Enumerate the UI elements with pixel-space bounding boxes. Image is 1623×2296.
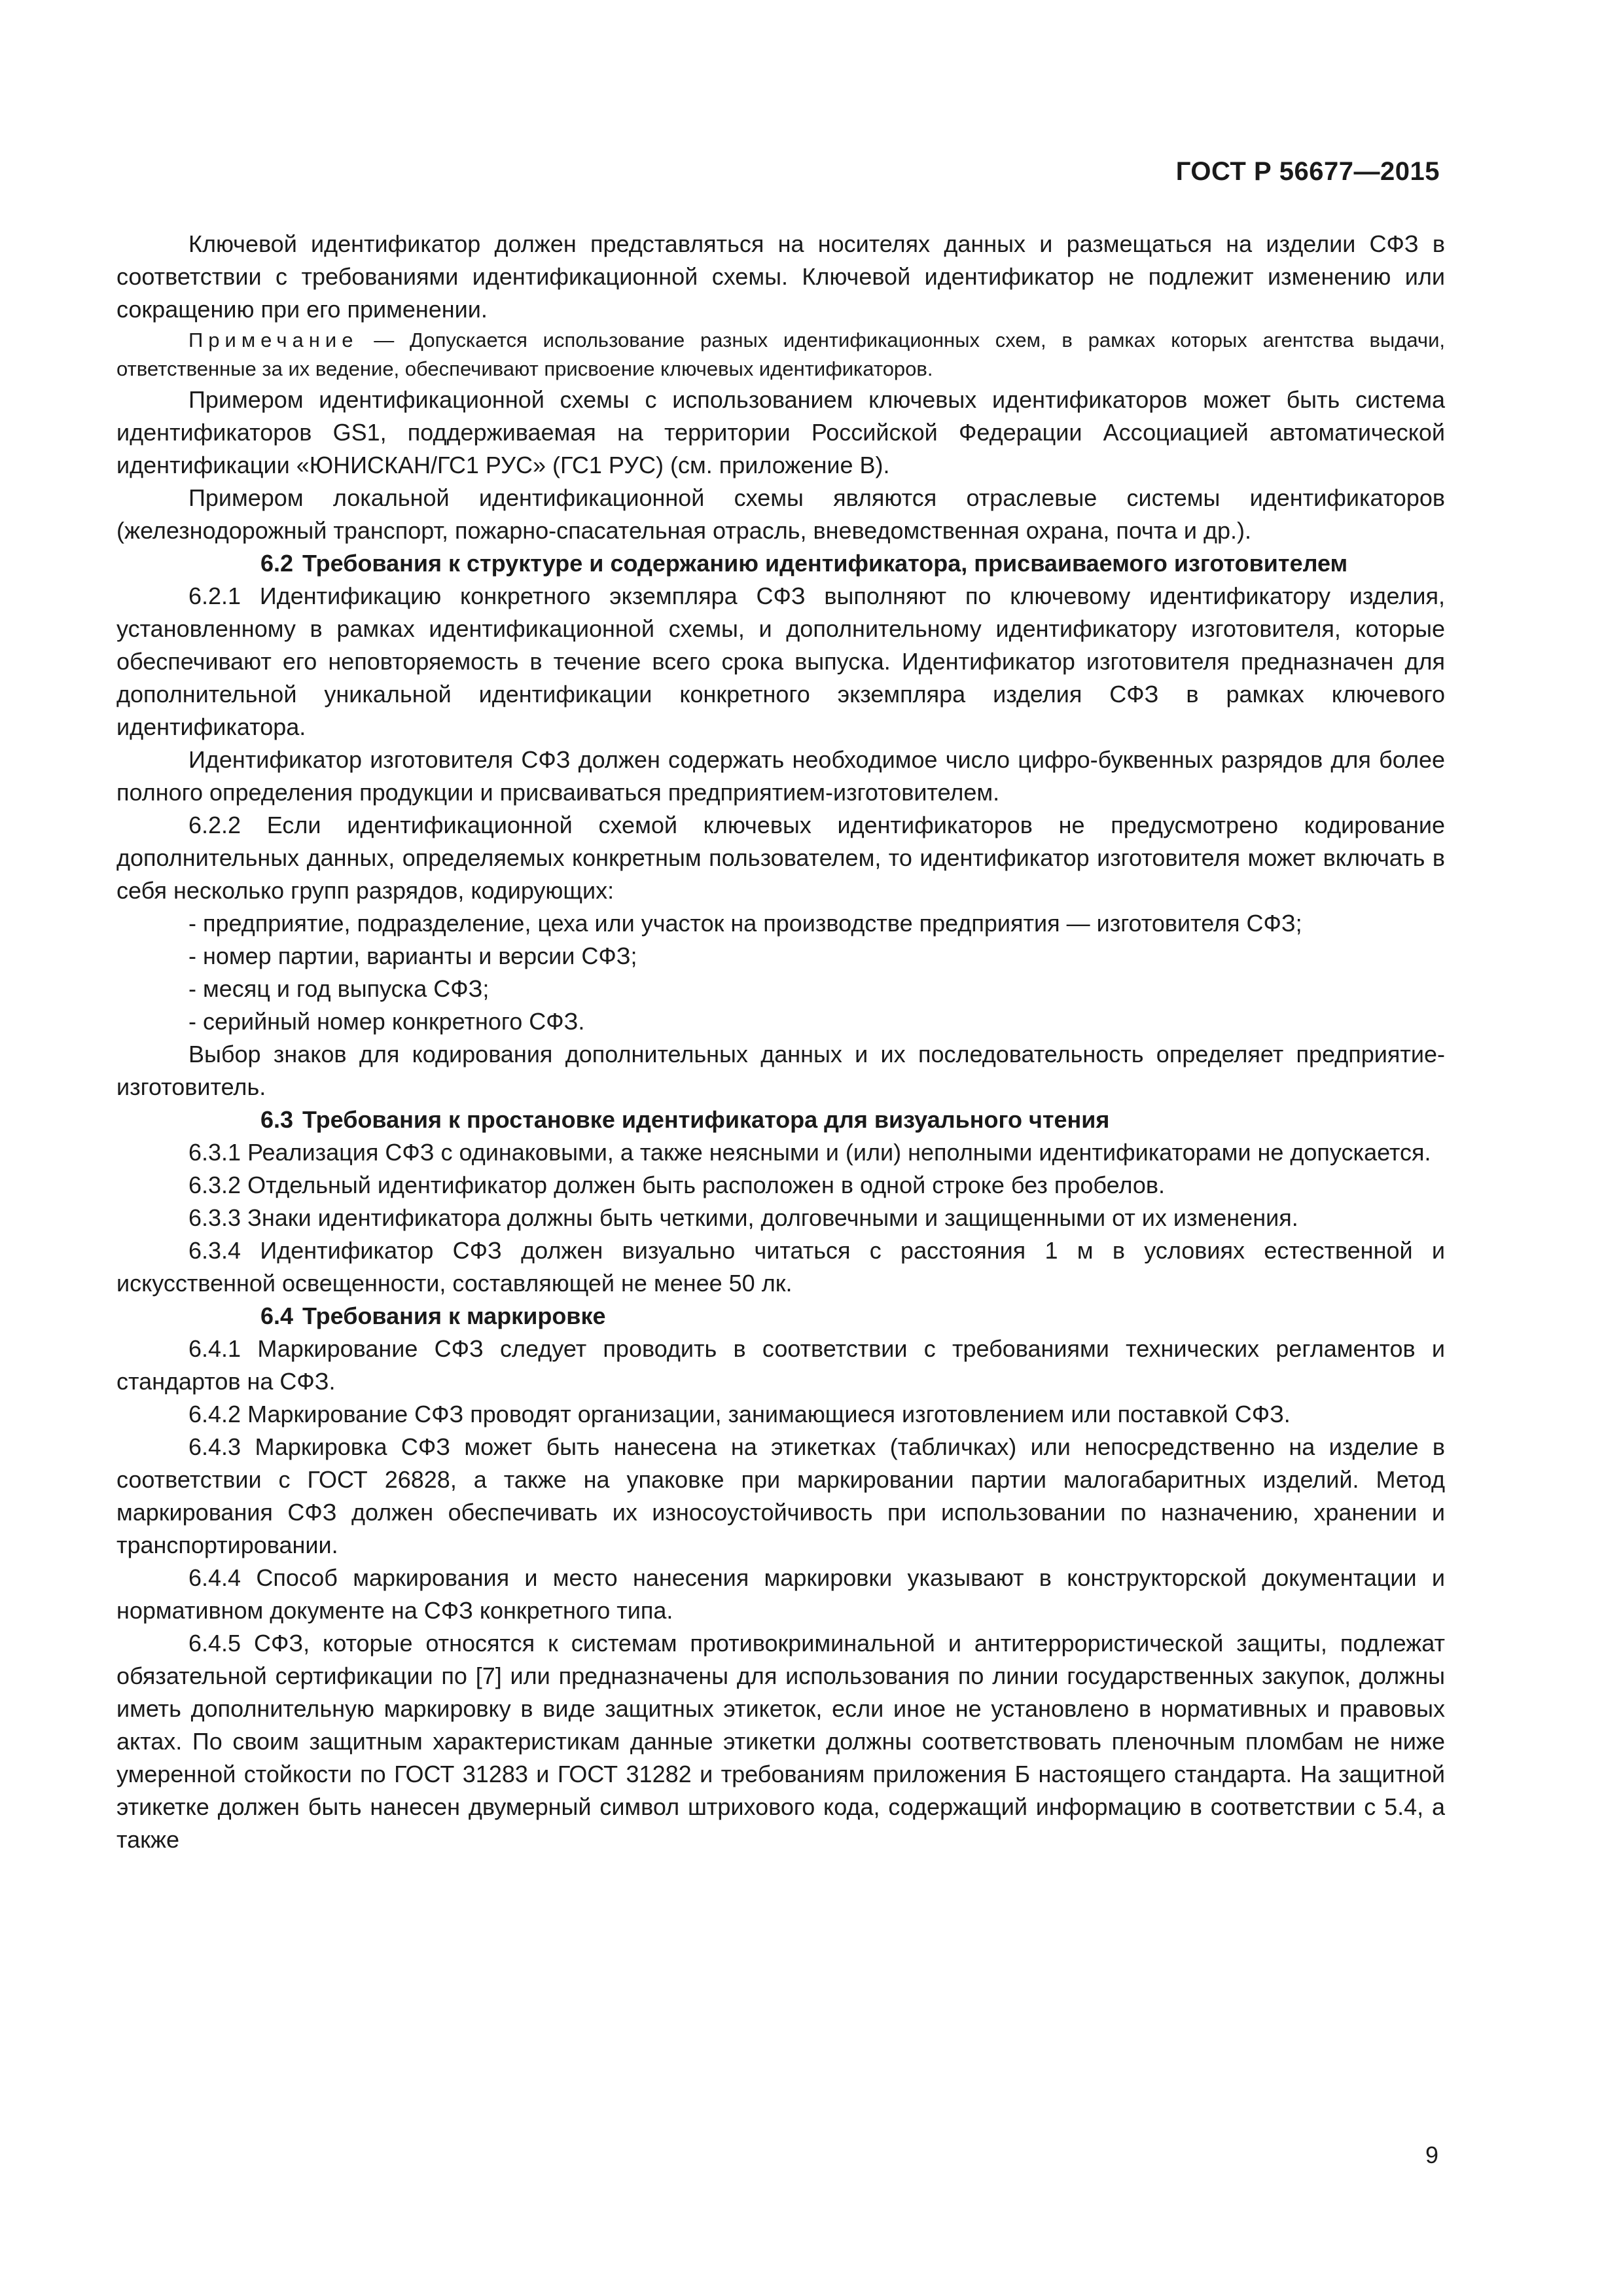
clause-6-3-4: 6.3.4 Идентификатор СФЗ должен визуально читаться с расстояния 1 м в условиях естественной и искусственной освещенности, составляющей не менее 50 лк. <box>116 1237 1445 1297</box>
list-item: - предприятие, подразделение, цеха или участок на производстве предприятия — изготовителя СФЗ; <box>188 910 1302 937</box>
page-number: 9 <box>1425 2142 1438 2168</box>
paragraph-key-identifier: Ключевой идентификатор должен представляться на носителях данных и размещаться на изделии СФЗ в соответствии с требованиями идентификационной схемы. Ключевой идентификатор не подлежит изменению или сокращению при его применении. <box>116 230 1445 323</box>
section-title: Требования к простановке идентификатора для визуального чтения <box>302 1106 1110 1133</box>
clause-6-3-2: 6.3.2 Отдельный идентификатор должен быть расположен в одной строке без пробелов. <box>188 1172 1165 1198</box>
clause-6-2-2: 6.2.2 Если идентификационной схемой ключевых идентификаторов не предусмотрено кодирование дополнительных данных, определяемых конкретным пользователем, то идентификатор изготовителя может включать в себя несколько групп разрядов, кодирующих: <box>116 812 1445 904</box>
note-text: — Допускается использование разных идентификационных схем, в рамках которых агентства выдачи, ответственные за их ведение, обеспечивают присвоение ключевых идентификаторов. <box>116 329 1445 380</box>
section-number: 6.3 <box>260 1106 294 1133</box>
clause-6-4-2: 6.4.2 Маркирование СФЗ проводят организации, занимающиеся изготовлением или поставкой СФЗ. <box>188 1401 1291 1427</box>
section-heading-6-3 <box>116 1103 1445 1136</box>
paragraph-local-scheme-example: Примером локальной идентификационной схемы являются отраслевые системы идентификаторов (железнодорожный транспорт, пожарно-спасательная отрасль, вневедомственная охрана, почта и др.). <box>116 484 1445 544</box>
clause-6-4-5: 6.4.5 СФЗ, которые относятся к системам противокриминальной и антитеррористической защиты, подлежат обязательной сертификации по [7] или предназначены для использования по линии государственных закупок, должны иметь дополнительную маркировку в виде защитных этикеток, если иное не установлено в нормативных и правовых актах. По своим защитным характеристикам данные этикетки должны соответствовать пленочным пломбам не ниже умеренной стойкости по ГОСТ 31283 и ГОСТ 31282 и требованиям приложения Б настоящего стандарта. На защитной этикетке должен быть нанесен двумерный символ штрихового кода, содержащий информацию в соответствии с 5.4, а также <box>116 1630 1445 1853</box>
note-label: Примечание <box>188 329 359 351</box>
list-item: - номер партии, варианты и версии СФЗ; <box>188 942 637 969</box>
section-title: Требования к маркировке <box>302 1302 606 1329</box>
section-number: 6.4 <box>260 1302 294 1329</box>
paragraph-manufacturer-identifier: Идентификатор изготовителя СФЗ должен содержать необходимое число цифро-буквенных разрядов для более полного определения продукции и присваиваться предприятием-изготовителем. <box>116 746 1445 806</box>
document-body <box>116 228 1445 1856</box>
clause-6-3-1: 6.3.1 Реализация СФЗ с одинаковыми, а также неясными и (или) неполными идентификаторами не допускается. <box>188 1139 1431 1166</box>
clause-6-4-1: 6.4.1 Маркирование СФЗ следует проводить в соответствии с требованиями технических регламентов и стандартов на СФЗ. <box>116 1335 1445 1395</box>
clause-6-4-4: 6.4.4 Способ маркирования и место нанесения маркировки указывают в конструкторской документации и нормативном документе на СФЗ конкретного типа. <box>116 1564 1445 1624</box>
list-item: - месяц и год выпуска СФЗ; <box>188 975 490 1002</box>
section-number: 6.2 <box>260 550 294 577</box>
section-heading-6-4 <box>116 1300 1445 1333</box>
section-heading-6-2 <box>116 547 1445 580</box>
clause-6-2-1: 6.2.1 Идентификацию конкретного экземпляра СФЗ выполняют по ключевому идентификатору изделия, установленному в рамках идентификационной схемы, и дополнительному идентификатору изготовителя, которые обеспечивают его неповторяемость в течение всего срока выпуска. Идентификатор изготовителя предназначен для дополнительной уникальной идентификации конкретного экземпляра изделия СФЗ в рамках ключевого идентификатора. <box>116 583 1445 740</box>
clause-6-4-3: 6.4.3 Маркировка СФЗ может быть нанесена на этикетках (табличках) или непосредственно на изделие в соответствии с ГОСТ 26828, а также на упаковке при маркировании партии малогабаритных изделий. Метод маркирования СФЗ должен обеспечивать их износоустойчивость при использовании по назначению, хранении и транспортировании. <box>116 1433 1445 1558</box>
section-title: Требования к структуре и содержанию идентификатора, присваиваемого изготовителем <box>302 550 1348 577</box>
note <box>116 326 1445 384</box>
list-item: - серийный номер конкретного СФЗ. <box>188 1008 585 1035</box>
paragraph-symbol-selection: Выбор знаков для кодирования дополнительных данных и их последовательность определяет предприятие-изготовитель. <box>116 1041 1445 1100</box>
paragraph-gs1-example: Примером идентификационной схемы с использованием ключевых идентификаторов может быть система идентификаторов GS1, поддерживаемая на территории Российской Федерации Ассоциацией автоматической идентификации «ЮНИСКАН/ГС1 РУС» (ГС1 РУС) (см. приложение В). <box>116 386 1445 478</box>
clause-6-3-3: 6.3.3 Знаки идентификатора должны быть четкими, долговечными и защищенными от их изменения. <box>188 1204 1298 1231</box>
standard-designation: ГОСТ Р 56677—2015 <box>1175 157 1440 186</box>
